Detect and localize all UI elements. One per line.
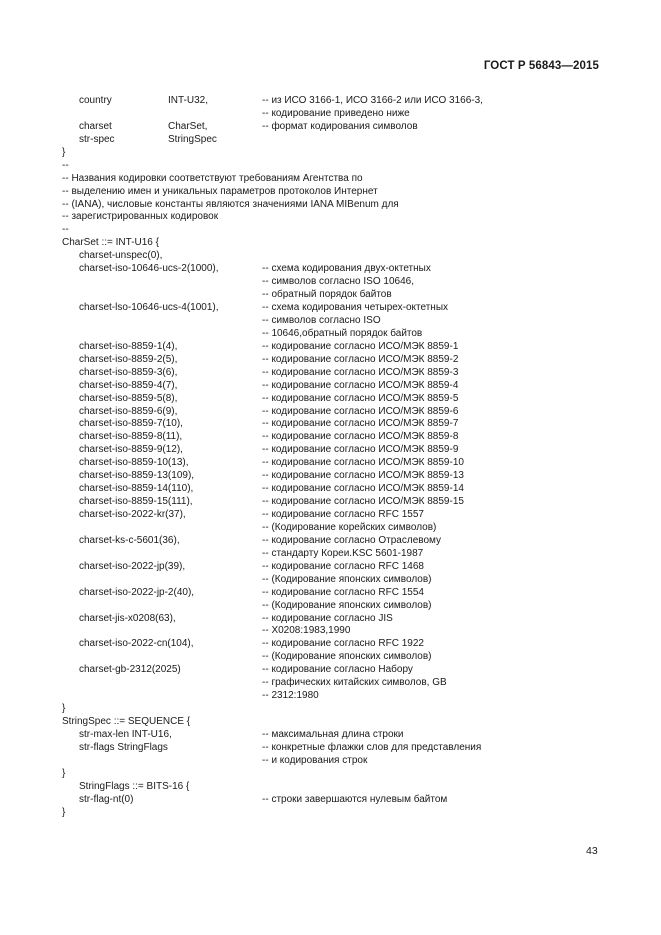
code-line	[62, 328, 582, 341]
code-comment: -- графических китайских символов, GB	[262, 677, 447, 689]
code-comment: -- обратный порядок байтов	[262, 289, 392, 301]
code-comment: -- максимальная длина строки	[262, 728, 404, 740]
code-comment: -- X0208:1983,1990	[262, 625, 351, 637]
code-text: charset-iso-8859-6(9),	[79, 405, 178, 417]
code-text: charset-iso-2022-jp(39),	[79, 560, 186, 572]
code-line	[62, 625, 582, 638]
stringspec-rows	[62, 729, 582, 768]
code-text: str-flags StringFlags	[79, 741, 168, 753]
stringflags-rows	[62, 794, 582, 807]
close-brace: }	[62, 767, 66, 779]
code-text: charset-iso-2022-jp-2(40),	[79, 586, 195, 598]
field-comment: -- формат кодирования символов	[262, 120, 418, 132]
code-text: charset-iso-8859-13(109),	[79, 470, 195, 482]
code-comment: -- кодирование согласно RFC 1922	[262, 638, 424, 650]
code-comment: -- стандарту Кореи.KSC 5601-1987	[262, 547, 424, 559]
code-line	[62, 457, 582, 470]
field-type: INT-U32,	[168, 95, 209, 106]
code-line	[62, 690, 582, 703]
code-line	[62, 367, 582, 380]
code-line	[62, 276, 582, 289]
close-brace: }	[62, 703, 66, 715]
code-comment: -- кодирование согласно RFC 1557	[262, 509, 424, 520]
code-line	[62, 548, 582, 561]
code-line	[62, 587, 582, 600]
code-comment: -- 2312:1980	[262, 690, 319, 702]
code-line	[62, 289, 582, 302]
code-comment: -- кодирование согласно ИСО/МЭК 8859-15	[262, 496, 464, 508]
code-comment: -- кодирование согласно ИСО/МЭК 8859-10	[262, 457, 464, 469]
field-comment: -- кодирование приведено ниже	[262, 107, 410, 119]
code-comment: -- (Кодирование японских символов)	[262, 599, 432, 611]
code-text: charset-iso-8859-7(10),	[79, 418, 183, 430]
code-line	[62, 418, 582, 431]
code-comment: -- 10646,обратный порядок байтов	[262, 327, 423, 339]
code-line	[62, 496, 582, 509]
charset-rows	[62, 250, 582, 703]
charset-declaration: CharSet ::= INT-U16 {	[62, 237, 159, 249]
code-line	[62, 406, 582, 419]
code-comment: -- кодирование согласно ИСО/МЭК 8859-4	[262, 379, 459, 391]
code-line	[62, 794, 582, 807]
code-comment: -- конкретные флажки слов для представления	[262, 741, 482, 753]
code-line	[62, 600, 582, 613]
close-brace: }	[62, 806, 66, 818]
code-line	[62, 134, 582, 147]
standard-header: ГОСТ Р 56843—2015	[483, 60, 599, 72]
code-line	[62, 354, 582, 367]
code-line	[62, 729, 582, 742]
code-line	[62, 522, 582, 535]
code-comment: -- (Кодирование японских символов)	[262, 651, 432, 663]
code-text: charset-iso-8859-2(5),	[79, 353, 178, 365]
code-line	[62, 444, 582, 457]
code-text: charset-ks-c-5601(36),	[79, 534, 180, 546]
code-line	[62, 341, 582, 354]
code-text: charset-gb-2312(2025)	[79, 664, 181, 676]
field-comment: -- из ИСО 3166-1, ИСО 3166-2 или ИСО 3166-3,	[262, 95, 483, 106]
code-text: charset-iso-8859-3(6),	[79, 366, 178, 378]
code-text: charset-iso-8859-8(11),	[79, 431, 183, 443]
code-line	[62, 742, 582, 755]
code-comment: -- кодирование согласно ИСО/МЭК 8859-7	[262, 418, 459, 430]
code-text: charset-iso-8859-9(12),	[79, 444, 183, 456]
code-text: charset-iso-2022-cn(104),	[79, 638, 194, 650]
comment-line: -- выделению имен и уникальных параметров протоколов Интернет	[62, 185, 378, 197]
code-line	[62, 470, 582, 483]
code-comment: -- кодирование согласно RFC 1554	[262, 586, 424, 598]
code-text: charset-unspec(0),	[79, 250, 163, 262]
code-comment: -- кодирование согласно JIS	[262, 612, 393, 624]
code-comment: -- кодирование согласно ИСО/МЭК 8859-1	[262, 340, 459, 352]
code-line	[62, 651, 582, 664]
code-text: charset-iso-8859-14(110),	[79, 483, 194, 495]
code-text: charset-iso-2022-kr(37),	[79, 509, 186, 520]
code-text: charset-iso-10646-ucs-2(1000),	[79, 263, 219, 275]
code-line	[62, 147, 582, 160]
code-comment: -- кодирование согласно ИСО/МЭК 8859-8	[262, 431, 459, 443]
comment-line: --	[62, 159, 69, 171]
code-line	[62, 561, 582, 574]
code-line	[62, 638, 582, 651]
code-line	[62, 108, 582, 121]
code-text: charset-lso-10646-ucs-4(1001),	[79, 302, 219, 313]
code-comment: -- схема кодирования четырех-октетных	[262, 302, 449, 313]
field-name: charset	[79, 120, 112, 132]
stringflags-declaration: StringFlags ::= BITS-16 {	[79, 780, 190, 792]
comment-line: -- зарегистрированных кодировок	[62, 211, 219, 223]
code-text: charset-jis-x0208(63),	[79, 612, 176, 624]
code-line	[62, 677, 582, 690]
code-line	[62, 302, 582, 315]
code-line	[62, 613, 582, 626]
code-comment: -- символов согласно ISO 10646,	[262, 276, 414, 288]
code-comment: -- кодирование согласно Отраслевому	[262, 534, 442, 546]
code-line	[62, 263, 582, 276]
code-text: charset-iso-8859-1(4),	[79, 340, 178, 352]
code-text: charset-iso-8859-5(8),	[79, 392, 178, 404]
page-number: 43	[586, 845, 598, 857]
code-line	[62, 431, 582, 444]
code-comment: -- (Кодирование корейских символов)	[262, 521, 437, 533]
code-text: charset-iso-8859-4(7),	[79, 379, 178, 391]
code-text: charset-iso-8859-10(13),	[79, 457, 189, 469]
code-comment: -- кодирование согласно RFC 1468	[262, 560, 424, 572]
code-line	[62, 755, 582, 768]
code-line	[62, 483, 582, 496]
code-comment: -- кодирование согласно ИСО/МЭК 8859-5	[262, 392, 459, 404]
code-line	[62, 393, 582, 406]
code-text: str-flag-nt(0)	[79, 793, 134, 805]
code-line	[62, 95, 582, 108]
comment-line: --	[62, 224, 69, 236]
field-type: StringSpec	[168, 133, 217, 145]
code-comment: -- кодирование согласно ИСО/МЭК 8859-14	[262, 483, 464, 495]
comment-line: -- Названия кодировки соответствуют требованиям Агентства по	[62, 172, 363, 184]
code-comment: -- кодирование согласно Набору	[262, 664, 413, 676]
code-comment: -- (Кодирование японских символов)	[262, 573, 432, 585]
code-text: charset-iso-8859-15(111),	[79, 496, 193, 508]
code-comment: -- строки завершаются нулевым байтом	[262, 793, 448, 805]
code-line	[62, 509, 582, 522]
code-comment: -- кодирование согласно ИСО/МЭК 8859-9	[262, 444, 459, 456]
field-name: country	[79, 95, 112, 106]
code-comment: -- и кодирования строк	[262, 754, 368, 766]
code-text: str-max-len INT-U16,	[79, 728, 172, 740]
code-comment: -- символов согласно ISO	[262, 314, 381, 326]
code-line	[62, 250, 582, 263]
close-brace: }	[62, 146, 66, 158]
code-comment: -- схема кодирования двух-октетных	[262, 263, 431, 275]
code-listing	[62, 95, 582, 820]
field-type: CharSet,	[168, 120, 208, 132]
code-comment: -- кодирование согласно ИСО/МЭК 8859-2	[262, 353, 459, 365]
comment-line: -- (IANA), числовые константы являются значениями IANA MIBenum для	[62, 198, 399, 210]
field-name: str-spec	[79, 133, 115, 145]
code-line	[62, 574, 582, 587]
code-line	[62, 315, 582, 328]
code-line	[62, 535, 582, 548]
code-comment: -- кодирование согласно ИСО/МЭК 8859-6	[262, 405, 459, 417]
code-line	[62, 664, 582, 677]
stringspec-declaration: StringSpec ::= SEQUENCE {	[62, 716, 191, 727]
code-line	[62, 380, 582, 393]
code-line	[62, 121, 582, 134]
code-comment: -- кодирование согласно ИСО/МЭК 8859-3	[262, 366, 459, 378]
code-comment: -- кодирование согласно ИСО/МЭК 8859-13	[262, 470, 464, 482]
